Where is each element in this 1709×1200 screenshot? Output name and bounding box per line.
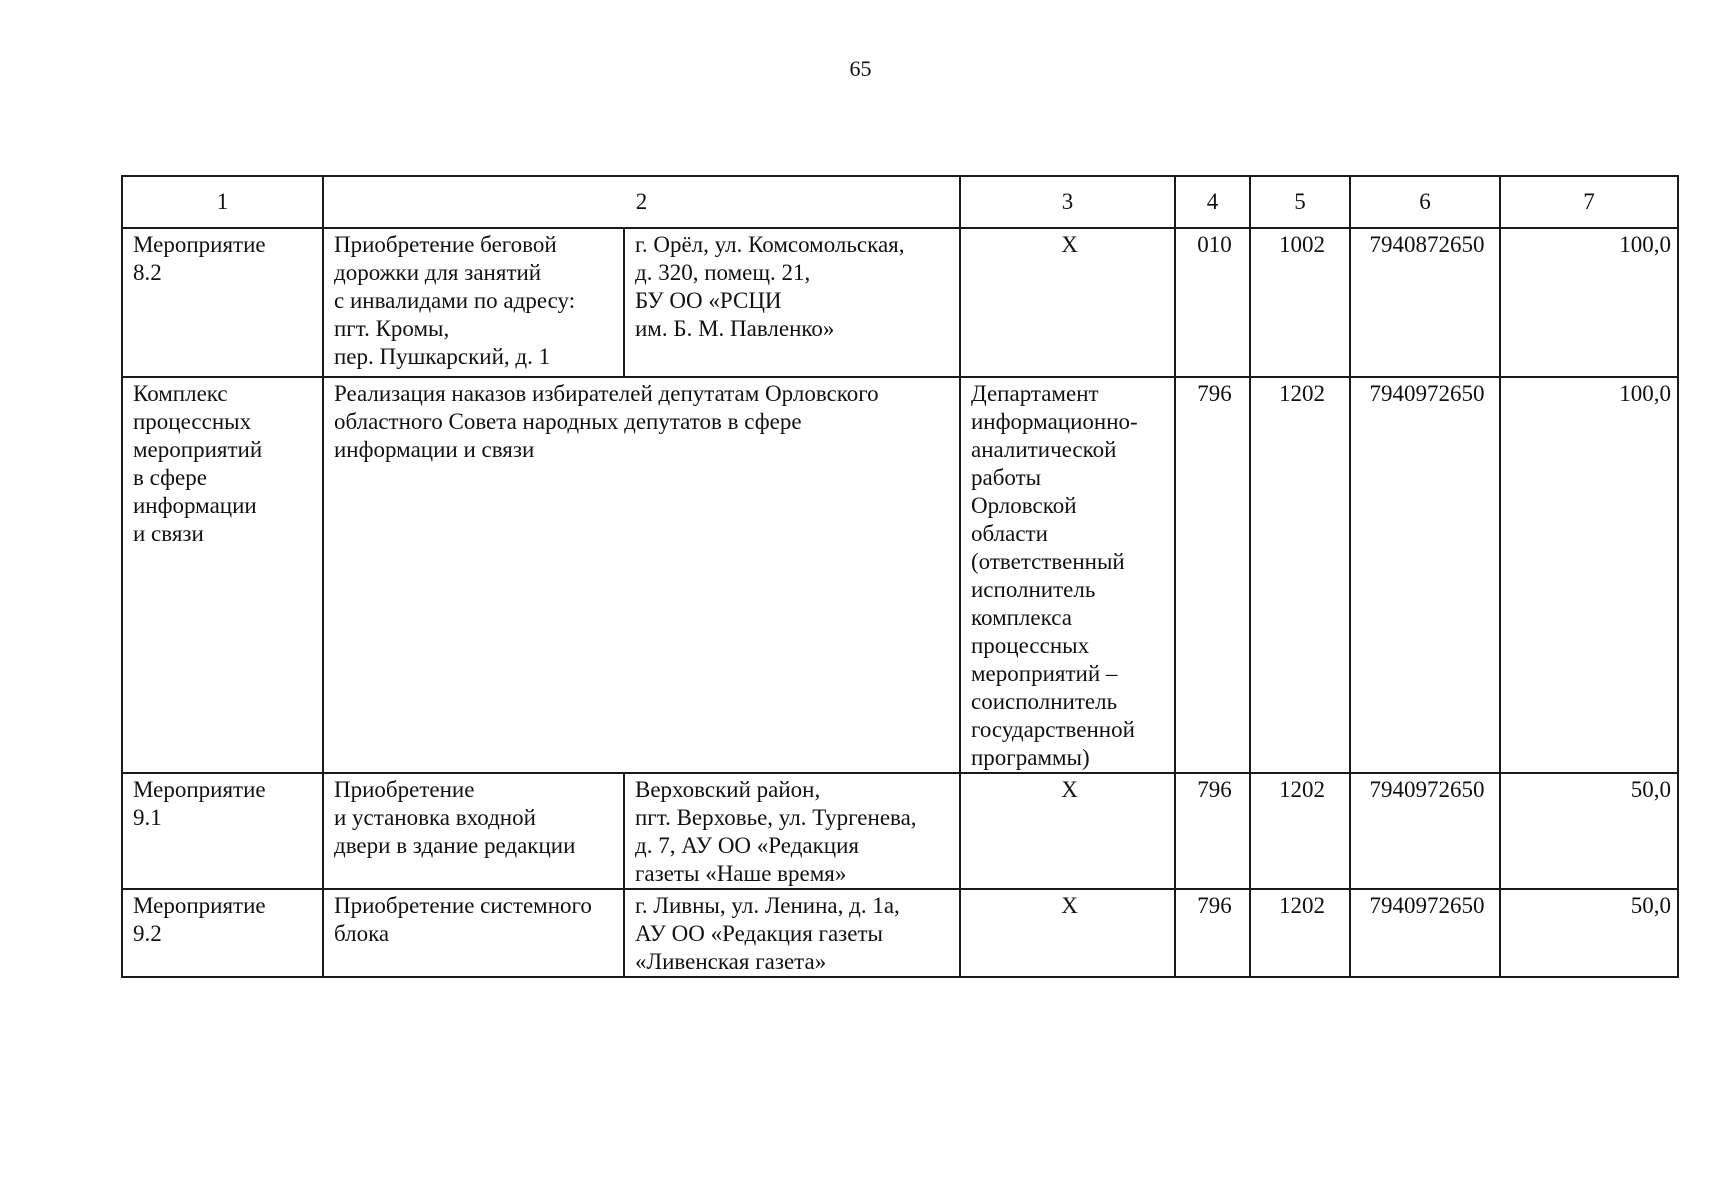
table-row <box>122 377 1678 773</box>
table-row <box>122 773 1678 889</box>
code-cell-6: 7940972650 <box>1350 889 1500 977</box>
description-cell: Приобретение системного блока <box>323 889 624 977</box>
row-title-cell: Мероприятие 8.2 <box>122 228 323 377</box>
address-cell: г. Орёл, ул. Комсомольская, д. 320, помещ. 21, БУ ОО «РСЦИ им. Б. М. Павленко» <box>624 228 960 377</box>
header-cell-3: 3 <box>960 176 1175 228</box>
table-row <box>122 228 1678 377</box>
row-title-cell: Комплекс процессных мероприятий в сфере информации и связи <box>122 377 323 773</box>
code-cell-5: 1002 <box>1250 228 1350 377</box>
amount-cell: 50,0 <box>1500 773 1678 889</box>
row-title-cell: Мероприятие 9.2 <box>122 889 323 977</box>
table-header-row <box>122 176 1678 228</box>
header-cell-7: 7 <box>1500 176 1678 228</box>
executor-cell: Х <box>960 773 1175 889</box>
code-cell-6: 7940872650 <box>1350 228 1500 377</box>
table-row <box>122 889 1678 977</box>
amount-cell: 100,0 <box>1500 377 1678 773</box>
header-cell-5: 5 <box>1250 176 1350 228</box>
executor-cell: Х <box>960 889 1175 977</box>
description-cell: Реализация наказов избирателей депутатам Орловского областного Совета народных депутатов в сфере информации и связи <box>323 377 960 773</box>
code-cell-4: 796 <box>1175 377 1250 773</box>
code-cell-6: 7940972650 <box>1350 377 1500 773</box>
address-cell: г. Ливны, ул. Ленина, д. 1а, АУ ОО «Редакция газеты «Ливенская газета» <box>624 889 960 977</box>
code-cell-5: 1202 <box>1250 377 1350 773</box>
page-number: 65 <box>849 56 872 81</box>
budget-table <box>121 175 1679 978</box>
code-cell-5: 1202 <box>1250 773 1350 889</box>
header-cell-6: 6 <box>1350 176 1500 228</box>
header-cell-2: 2 <box>323 176 960 228</box>
code-cell-4: 010 <box>1175 228 1250 377</box>
amount-cell: 50,0 <box>1500 889 1678 977</box>
code-cell-4: 796 <box>1175 889 1250 977</box>
code-cell-6: 7940972650 <box>1350 773 1500 889</box>
description-cell: Приобретение и установка входной двери в здание редакции <box>323 773 624 889</box>
address-cell: Верховский район, пгт. Верховье, ул. Тургенева, д. 7, АУ ОО «Редакция газеты «Наше время» <box>624 773 960 889</box>
header-cell-4: 4 <box>1175 176 1250 228</box>
executor-cell: Х <box>960 228 1175 377</box>
row-title-cell: Мероприятие 9.1 <box>122 773 323 889</box>
description-cell: Приобретение беговой дорожки для занятий с инвалидами по адресу: пгт. Кромы, пер. Пушкарский, д. 1 <box>323 228 624 377</box>
header-cell-1: 1 <box>122 176 323 228</box>
code-cell-4: 796 <box>1175 773 1250 889</box>
code-cell-5: 1202 <box>1250 889 1350 977</box>
executor-cell: Департамент информационно- аналитической работы Орловской области (ответственный исполнитель комплекса процессных мероприятий – соисполнитель государственной программы) <box>960 377 1175 773</box>
amount-cell: 100,0 <box>1500 228 1678 377</box>
